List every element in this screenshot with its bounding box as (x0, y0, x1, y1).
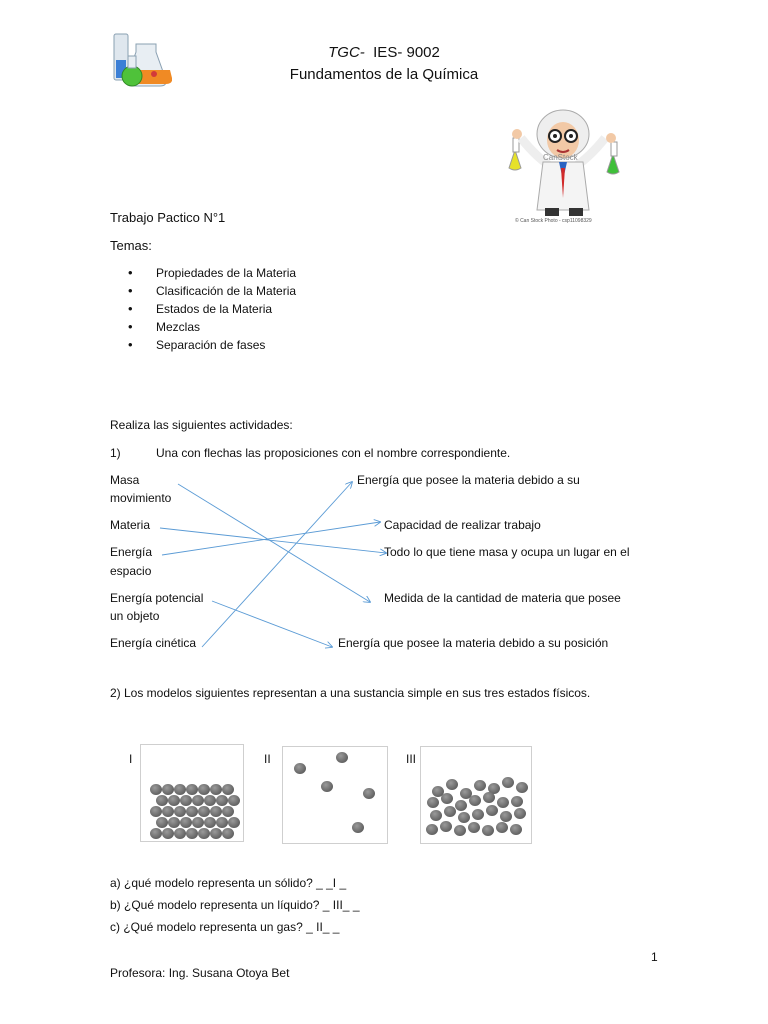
solid-particle (216, 795, 228, 806)
solid-particle (210, 806, 222, 817)
definition-matter: Todo lo que tiene masa y ocupa un lugar en el (384, 545, 630, 559)
solid-particle (180, 795, 192, 806)
liquid-particle (510, 824, 522, 835)
solid-particle (198, 784, 210, 795)
question-gas: c) ¿Qué modelo representa un gas? _ II_ _ (110, 920, 340, 934)
liquid-particle (468, 822, 480, 833)
solid-particle (198, 806, 210, 817)
solid-particle (204, 795, 216, 806)
solid-particle (228, 795, 240, 806)
solid-particle (156, 817, 168, 828)
liquid-particle (500, 811, 512, 822)
model-label-gas: II (264, 752, 271, 766)
liquid-particle (458, 812, 470, 823)
gas-particle (294, 763, 306, 774)
stock-caption: © Can Stock Photo - csp11098329 (515, 218, 592, 224)
footer-teacher: Profesora: Ing. Susana Otoya Bet (110, 966, 290, 980)
solid-particle (156, 795, 168, 806)
solid-particle (150, 784, 162, 795)
solid-particle (180, 817, 192, 828)
solid-particle (186, 828, 198, 839)
liquid-particle (426, 824, 438, 835)
model-label-solid: I (129, 752, 133, 766)
solid-particle (150, 806, 162, 817)
term-masa-continuation: movimiento (110, 491, 172, 505)
liquid-particle (502, 777, 514, 788)
q2-statement: 2) Los modelos siguientes representan a una sustancia simple en sus tres estados físicos. (110, 686, 591, 700)
topic-item: • Clasificación de la Materia (128, 282, 296, 300)
topic-item: • Separación de fases (128, 336, 296, 354)
liquid-particle (440, 821, 452, 832)
solid-particle (162, 828, 174, 839)
liquid-particle (486, 805, 498, 816)
liquid-particle (469, 795, 481, 806)
solid-particle (204, 817, 216, 828)
solid-particle (222, 828, 234, 839)
liquid-particle (427, 797, 439, 808)
solid-particle (174, 806, 186, 817)
stock-watermark: CanStock (543, 153, 578, 162)
liquid-particle (472, 809, 484, 820)
term-energia-potencial-continuation: un objeto (110, 609, 160, 623)
liquid-particle (497, 797, 509, 808)
solid-particle (186, 806, 198, 817)
topic-item: • Mezclas (128, 318, 296, 336)
solid-particle (222, 784, 234, 795)
solid-particle (228, 817, 240, 828)
liquid-particle (446, 779, 458, 790)
solid-particle (162, 784, 174, 795)
solid-particle (210, 828, 222, 839)
activities-heading: Realiza las siguientes actividades: (110, 418, 293, 432)
term-energia: Energía (110, 545, 153, 559)
solid-particle (192, 795, 204, 806)
arrow-potencial-to-potential (212, 601, 332, 647)
topic-item: • Propiedades de la Materia (128, 264, 296, 282)
liquid-particle (441, 793, 453, 804)
arrow-masa-to-mass (178, 484, 370, 602)
question-liquid: b) ¿Qué modelo representa un líquido? _ III_ _ (110, 898, 360, 912)
gas-particle (321, 781, 333, 792)
solid-particle (174, 828, 186, 839)
arrow-materia-to-matter (160, 528, 386, 553)
liquid-particle (482, 825, 494, 836)
definition-energy: Capacidad de realizar trabajo (384, 518, 541, 532)
term-energia-continuation: espacio (110, 564, 152, 578)
topic-item: • Estados de la Materia (128, 300, 296, 318)
solid-particle (150, 828, 162, 839)
solid-particle (168, 795, 180, 806)
solid-particle (198, 828, 210, 839)
liquid-particle (454, 825, 466, 836)
model-label-liquid: III (406, 752, 417, 766)
course-code: TGC- (328, 44, 365, 61)
liquid-particle (516, 782, 528, 793)
definition-potential: Energía que posee la materia debido a su posición (338, 636, 609, 650)
topics-label: Temas: (110, 238, 152, 253)
term-materia: Materia (110, 518, 151, 532)
definition-mass: Medida de la cantidad de materia que posee (384, 591, 621, 605)
liquid-particle (430, 810, 442, 821)
solid-particle (192, 817, 204, 828)
arrow-cinetica-to-kinetic (202, 482, 352, 647)
practice-title: Trabajo Pactico N°1 (110, 210, 226, 225)
term-energia-cinetica: Energía cinética (110, 636, 197, 650)
liquid-particle (514, 808, 526, 819)
arrow-energia-to-energy (162, 522, 380, 555)
liquid-particle (455, 800, 467, 811)
institute-code: IES- 9002 (373, 44, 440, 61)
solid-particle (174, 784, 186, 795)
liquid-particle (496, 822, 508, 833)
subject-title: Fundamentos de la Química (289, 66, 479, 83)
gas-particle (352, 822, 364, 833)
solid-particle (162, 806, 174, 817)
term-masa: Masa (110, 473, 140, 487)
page-number: 1 (651, 950, 658, 964)
liquid-particle (483, 792, 495, 803)
liquid-particle (511, 796, 523, 807)
definition-kinetic: Energía que posee la materia debido a su (357, 473, 580, 487)
solid-particle (168, 817, 180, 828)
term-energia-potencial: Energía potencial (110, 591, 204, 605)
liquid-particle (444, 806, 456, 817)
gas-particle (363, 788, 375, 799)
solid-particle (210, 784, 222, 795)
solid-particle (222, 806, 234, 817)
question-solid: a) ¿qué modelo representa un sólido? _ _I _ (110, 876, 347, 890)
solid-particle (186, 784, 198, 795)
liquid-particle (474, 780, 486, 791)
gas-particle (336, 752, 348, 763)
solid-particle (216, 817, 228, 828)
q1-number: 1) (110, 446, 121, 460)
q1-instruction: Una con flechas las proposiciones con el nombre correspondiente. (156, 446, 511, 460)
